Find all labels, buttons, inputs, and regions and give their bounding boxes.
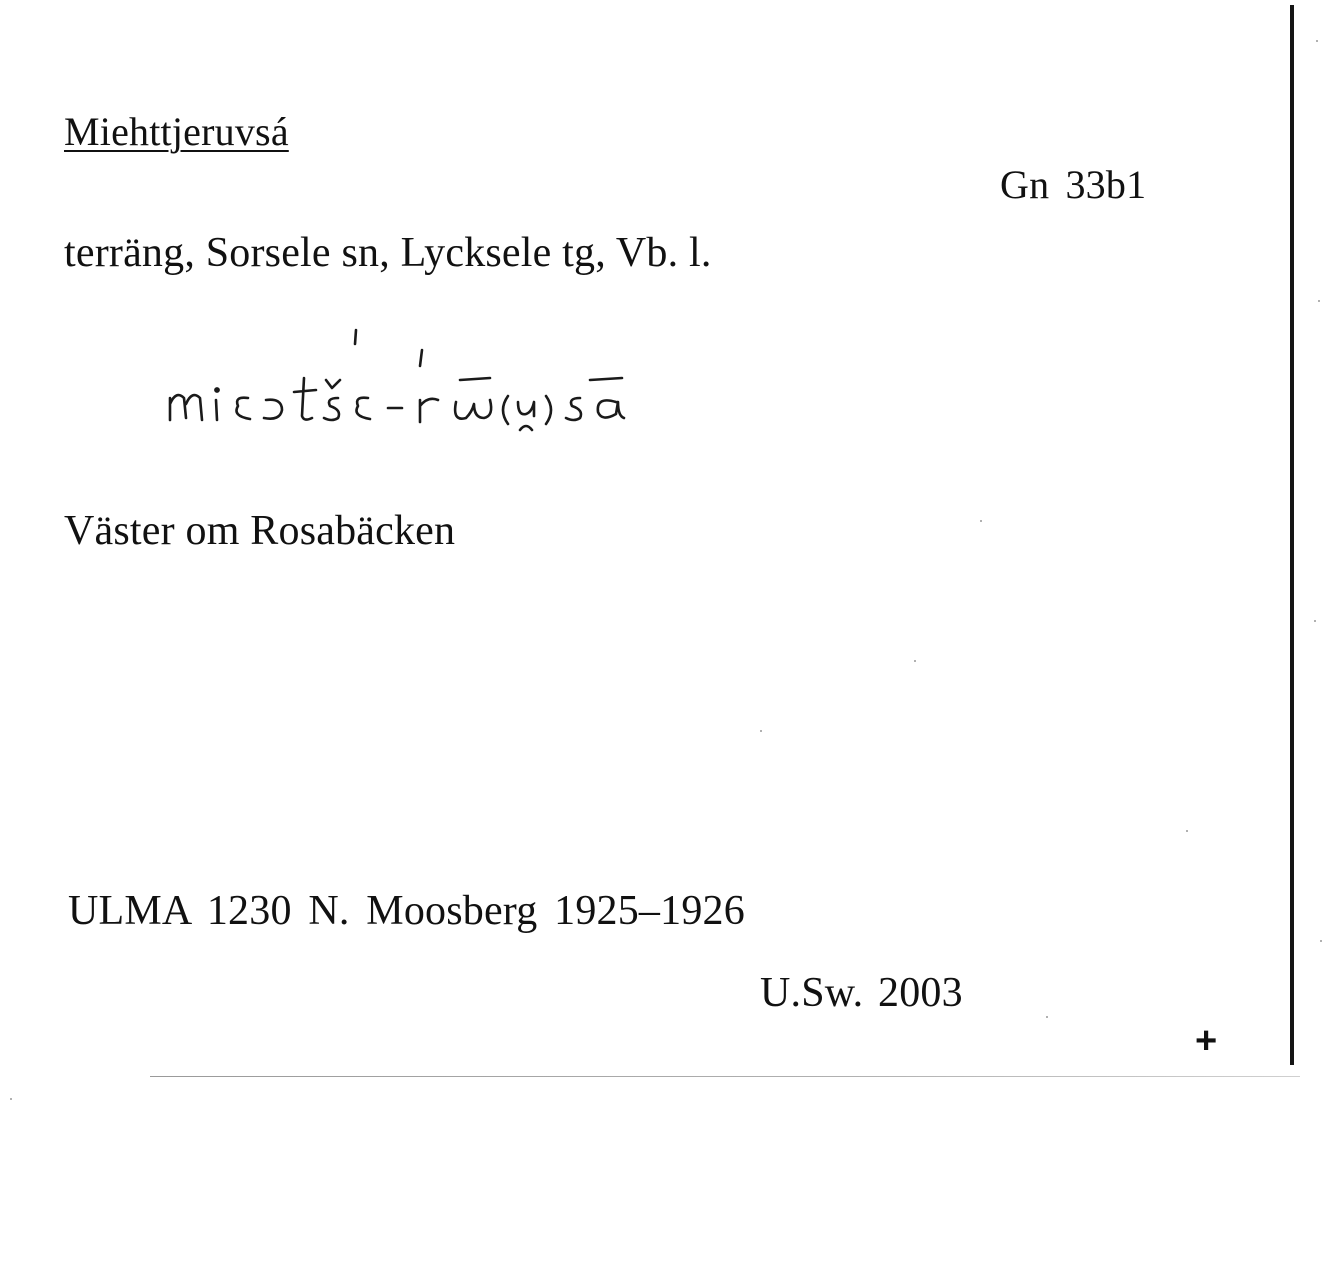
- location-line: terräng, Sorsele sn, Lycksele tg, Vb. l.: [64, 230, 712, 276]
- handwritten-phonetic-transcription: [160, 318, 750, 468]
- card-bottom-edge-line: [150, 1076, 1300, 1077]
- source-line: ULMA 1230 N. Moosberg 1925–1926: [68, 888, 745, 934]
- card-signum: Gn 33b1: [1000, 162, 1147, 207]
- scan-speck: [1046, 1016, 1048, 1018]
- scan-speck: [760, 730, 762, 732]
- scan-speck: [1316, 40, 1318, 42]
- card-right-edge-line: [1290, 5, 1294, 1065]
- scan-speck: [1320, 940, 1322, 942]
- editor-line: U.Sw. 2003: [760, 970, 963, 1016]
- scan-speck: [1186, 830, 1188, 832]
- scan-speck: [1318, 300, 1320, 302]
- scan-speck: [980, 520, 982, 522]
- scan-speck: [10, 1098, 12, 1100]
- headword: Miehttjeruvsá: [64, 109, 289, 154]
- remark-line: Väster om Rosabäcken: [64, 508, 456, 554]
- plus-mark: +: [1195, 1020, 1218, 1062]
- scan-speck: [1314, 620, 1316, 622]
- scan-speck: [914, 660, 916, 662]
